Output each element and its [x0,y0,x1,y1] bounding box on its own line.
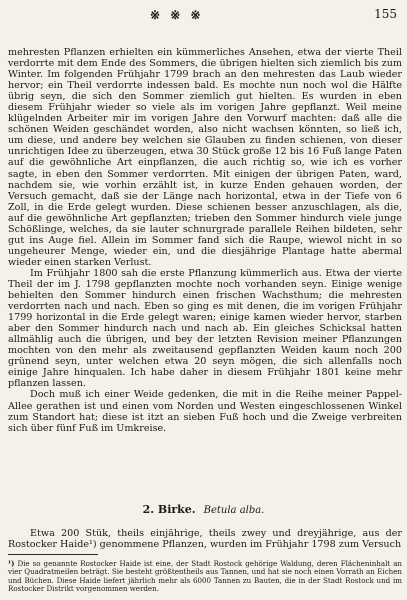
footnote-mark: ¹) [8,559,15,568]
main-text [8,47,402,434]
footnote-text: Die so genannte Rostocker Haide ist eine, der Stadt Rostock gehörige Waldung, deren Flächeninhalt an vier Quadratmeilen beträgt. Sie besteht größtentheils aus Tannen, und hat sie noch einen Vorrath an Eichen und Büchen. Diese Haide liefert jährlich mehr als 6000 Tannen zu Bauten, die in der Stadt Rostock und im Rostocker Distrikt vorgenommen werden. [8,559,402,594]
paragraph-1: mehresten Pflanzen erhielten ein kümmerliches Ansehen, etwa der vierte Theil verdorrte mit dem Ende des Sommers, die übrigen hielten sich ziemlich bis zum Winter. Im folgenden Frühjahr 1799 brach an den mehresten das Laub wieder hervor; ein Theil verdorrte indessen bald. Es mochte nun noch wol die Hälfte übrig seyn, die sich den Sommer ziemlich gut hielten. Es wurden in eben diesem Frühjahr wieder so viele als im vorigen Jahre gepflanzt. Weil meine klügelnden Arbeiter mir im vorigen Jahre den Vorwurf machten: daß alle die schönen Weiden geschändet worden, also nicht wachsen könnten, so ließ ich, um diese, und andere bey welchen sie Glauben zu finden schienen, von dieser unrichtigen Idee zu überzeugen, etwa 30 Stück große 12 bis 16 Fuß lange Paten auf die gewöhnliche Art einpflanzen, die auch richtig so, wie ich es vorher sagte, in eben den Sommer verdorrten. Mit einigen der übrigen Paten, ward, nachdem sie, wie vorhin erzählt ist, in kurze Enden gehauen worden, der Versuch gemacht, daß sie der Länge nach horizontal, etwa in der Tiefe von 6 Zoll, in die Erde gelegt wurden. Diese schienen besser anzuschlagen, als die, auf die gewöhnliche Art gepflanzten; trieben den Sommer hindurch viele junge Schößlinge, welches, da sie lauter schnurgrade parallele Reihen bildeten, sehr gut ins Auge fiel. Allein im Sommer fand sich die Raupe, wiewol nicht in so ungeheurer Menge, wieder ein, und die diesjährige Plantage hatte abermal wieder einen starken Verlust. [8,47,402,268]
section-heading [0,503,407,516]
header-ornament: ※ ※ ※ [150,8,204,22]
paragraph-4: Etwa 200 Stük, theils einjährige, theils zwey und dreyjährige, aus der Rostocker Haide¹) genommene Pflanzen, wurden im Frühjahr 1798 zum Versuch [8,527,402,550]
section-title: 2. Birke. [142,503,196,516]
paragraph-3: Doch muß ich einer Weide gedenken, die mit in die Reihe meiner Pappel-Allee gerathen ist und einen vom Norden und Westen eingeschlossenen Winkel zum Standort hat; diese ist itzt an sieben Fuß hoch und die Zweige verbreiten sich über fünf Fuß im Umkreise. [8,389,402,434]
footnote [8,560,402,594]
footnote-divider [8,554,98,555]
page-number: 155 [374,7,397,21]
page-header [0,6,407,26]
scientific-name: Betula alba. [203,505,265,516]
paragraph-2: Im Frühjahr 1800 sah die erste Pflanzung kümmerlich aus. Etwa der vierte Theil der im J. 1798 gepflanzten mochte noch vorhanden seyn. Einige wenige behielten den Sommer hindurch einen frischen Wachsthum; die mehresten verdorrten nach und nach. Eben so ging es mit denen, die im vorigen Frühjahr 1799 horizontal in die Erde gelegt waren; einige kamen wieder hervor, starben aber den Sommer hindurch nach und nach ab. Ein gleiches Schicksal hatten allmählig auch die übrigen, und bey der letzten Revision meiner Pflanzungen mochten von den mehr als zweitausend gepflanzten Weiden kaum noch 200 grünend seyn, unter welchen etwa 20 seyn mögen, die sich allenfalls noch einige Jahre hinqualen. Ich habe daher in diesem Frühjahr 1801 keine mehr pflanzen lassen. [8,267,402,390]
